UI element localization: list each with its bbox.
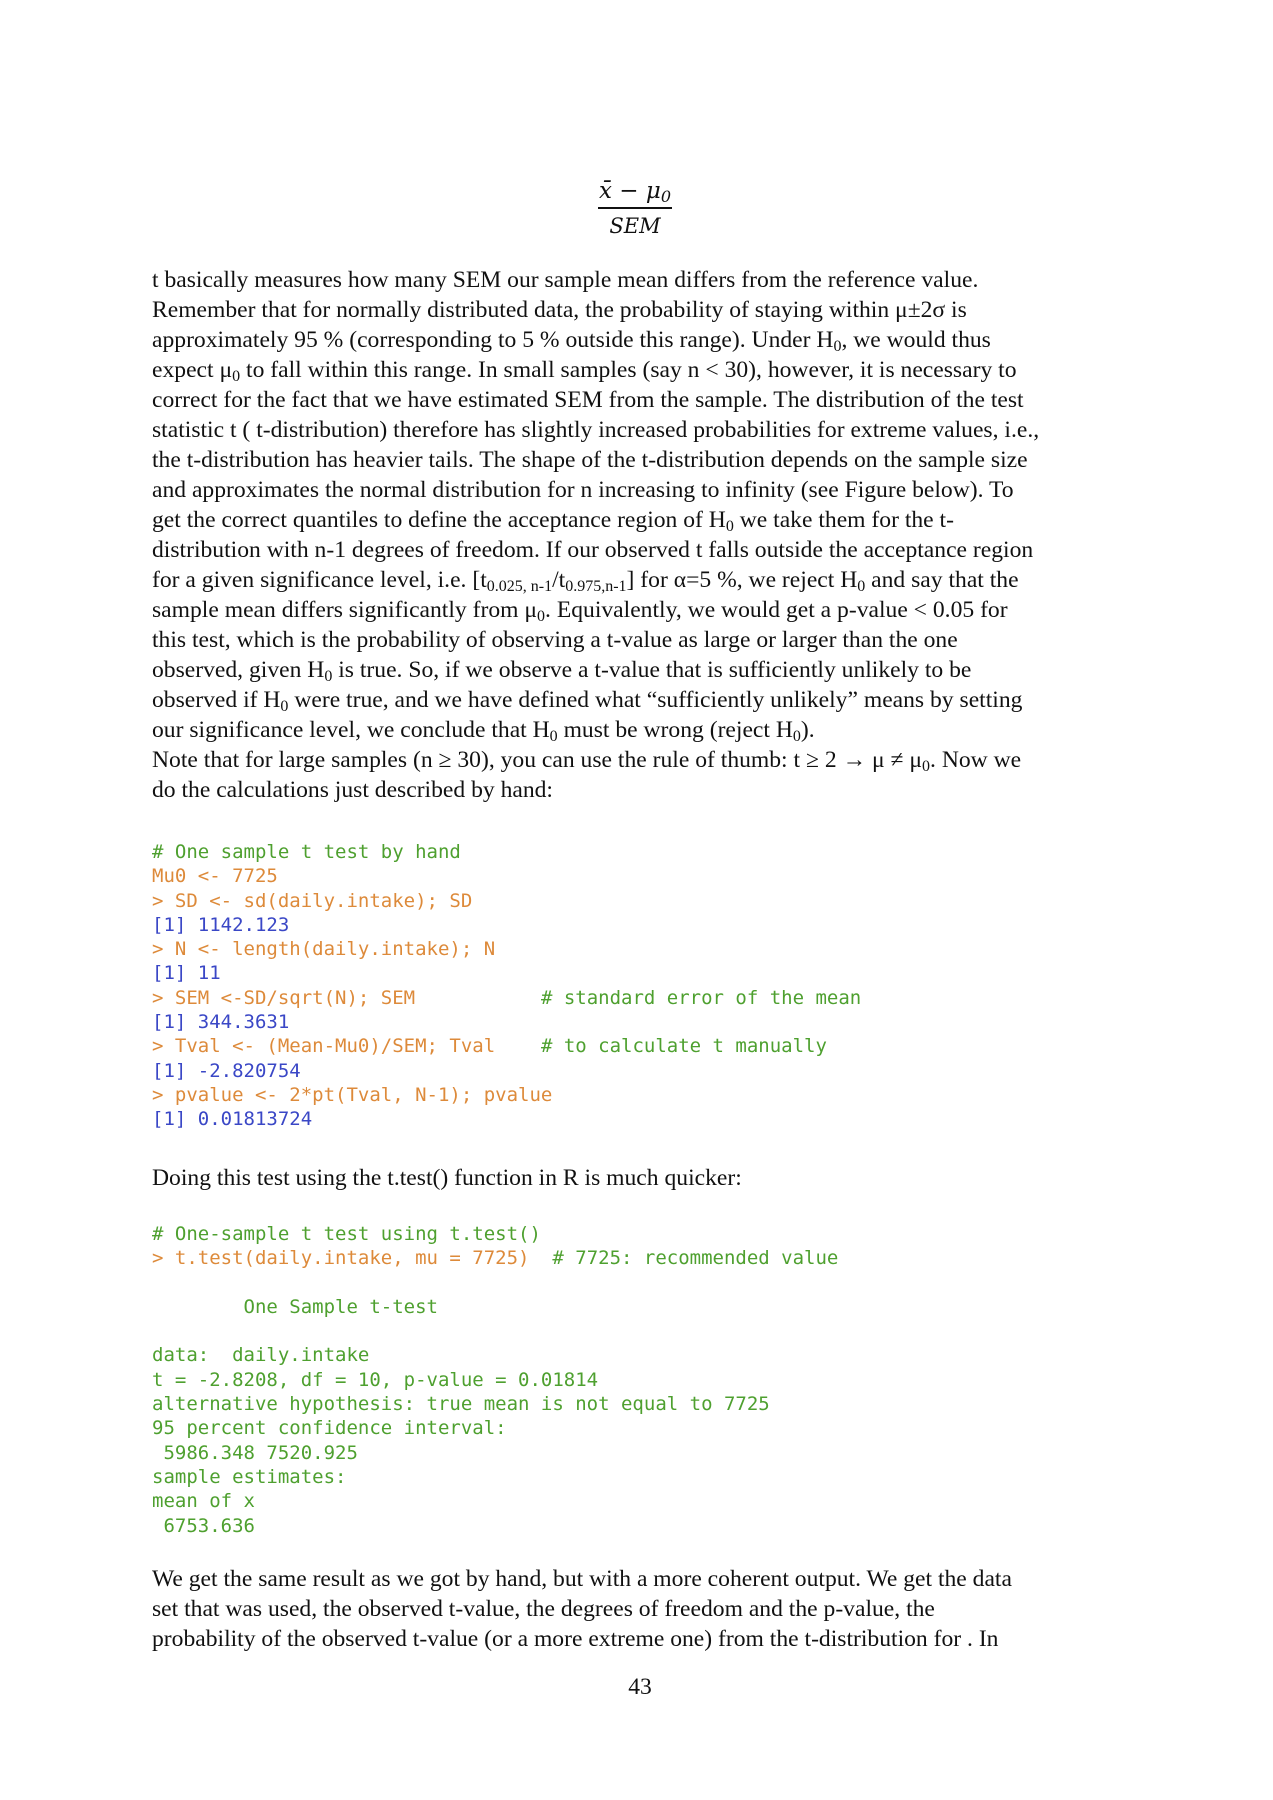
code-line: [152, 986, 1152, 1010]
code-padding: [495, 1035, 541, 1057]
code-text: [1] 0.01813724: [152, 1108, 313, 1131]
text-line: correct for the fact that we have estimated SEM from the sample. The distribution of the test: [152, 387, 1024, 413]
code-line: [152, 1034, 1152, 1058]
code-line: [152, 1465, 1152, 1489]
code-text: > t.test(daily.intake, mu = 7725): [152, 1247, 530, 1270]
text-line: for a given significance level, i.e. $[t_{0.025, n-1}/t_{0.975,n-1}]$ for α=5 %, we reject $H_0$ and say that the: [152, 567, 1019, 595]
code-line: [152, 1416, 1152, 1440]
text-line: We get the same result as we got by hand, but with a more coherent output. We get the data: [152, 1566, 1012, 1592]
code-comment: # standard error of the mean: [540, 986, 862, 1009]
paragraph-t-explanation: [152, 265, 1142, 805]
code-text: [1] 1142.123: [152, 913, 290, 936]
code-line: [152, 1083, 1152, 1107]
code-text: [1] 11: [152, 962, 221, 985]
formula-numerator: x̄ − $\mu_0$: [599, 178, 671, 206]
code-padding: [530, 1247, 553, 1269]
code-line: [152, 864, 1152, 888]
code-comment: # to calculate t manually: [540, 1035, 827, 1058]
code-line: [152, 1222, 1152, 1246]
code-text: One Sample t-test: [152, 1295, 438, 1318]
code-text: mean of x: [152, 1490, 255, 1513]
code-text: > Tval <- (Mean-Mu0)/SEM; Tval: [152, 1035, 496, 1058]
code-line: [152, 1319, 1152, 1343]
text-line: Note that for large samples (n ≥ 30), you can use the rule of thumb: $t \ge 2 \to \mu \ne \mu_0$. Now we: [152, 747, 1022, 775]
code-text: 95 percent confidence interval:: [152, 1417, 507, 1440]
text-line: get the correct quantiles to define the acceptance region of $H_0$ we take them for the t-: [152, 507, 954, 535]
text-line: distribution with n-1 degrees of freedom. If our observed t falls outside the acceptance region: [152, 537, 1034, 563]
text-line: do the calculations just described by hand:: [152, 777, 553, 803]
text-line: this test, which is the probability of observing a t-value as large or larger than the one: [152, 627, 958, 653]
code-text: t = -2.8208, df = 10, p-value = 0.01814: [152, 1368, 599, 1391]
text-line: observed, given $H_0$ is true. So, if we observe a t-value that is sufficiently unlikely to be: [152, 657, 972, 685]
page-number: 43: [628, 1674, 652, 1700]
text-line: observed if $H_0$ were true, and we have defined what “sufficiently unlikely” means by setting: [152, 687, 1023, 715]
paragraph-result-discussion: [152, 1564, 1142, 1654]
code-comment: # 7725: recommended value: [552, 1247, 839, 1270]
formula-denominator: SEM: [609, 213, 661, 238]
code-text: alternative hypothesis: true mean is not equal to 7725: [152, 1393, 770, 1416]
text-line: approximately 95 % (corresponding to 5 % outside this range). Under $H_0$, we would thus: [152, 327, 991, 355]
code-text: 6753.636: [152, 1514, 255, 1537]
text-line: our significance level, we conclude that $H_0$ must be wrong (reject $H_0$).: [152, 717, 815, 745]
text-line: Doing this test using the t.test() function in R is much quicker:: [152, 1165, 742, 1191]
fraction-bar: [598, 207, 672, 209]
code-text: # One-sample t test using t.test(): [152, 1223, 541, 1245]
code-text: > SD <- sd(daily.intake); SD: [152, 889, 473, 912]
text-line: the t-distribution has heavier tails. The shape of the t-distribution depends on the sample size: [152, 447, 1028, 473]
t-statistic-formula: [560, 176, 710, 240]
text-line: statistic t ( t-distribution) therefore has slightly increased probabilities for extreme values, i.e.,: [152, 417, 1040, 443]
text-line: Remember that for normally distributed data, the probability of staying within μ±2σ is: [152, 297, 967, 323]
code-line: [152, 1059, 1152, 1083]
code-line: [152, 1107, 1152, 1131]
code-text: > N <- length(daily.intake); N: [152, 938, 496, 961]
code-text: sample estimates:: [152, 1465, 347, 1488]
code-line: [152, 1368, 1152, 1392]
code-line: [152, 1441, 1152, 1465]
code-text: [1] 344.3631: [152, 1011, 290, 1034]
code-line: [152, 1343, 1152, 1367]
code-line: [152, 1246, 1152, 1270]
code-block-t-test-function: [152, 1222, 1152, 1538]
code-padding: [415, 987, 541, 1009]
code-text: [1] -2.820754: [152, 1059, 301, 1082]
code-line: [152, 937, 1152, 961]
text-line: probability of the observed t-value (or a more extreme one) from the t-distribution for . In: [152, 1626, 999, 1652]
code-line: [152, 1010, 1152, 1034]
code-line: [152, 1514, 1152, 1538]
code-line: [152, 840, 1152, 864]
code-text: # One sample t test by hand: [152, 841, 461, 863]
code-text: Mu0 <- 7725: [152, 865, 278, 888]
text-line: expect $\mu_0$ to fall within this range. In small samples (say n < 30), however, it is necessary to: [152, 357, 1017, 385]
text-line: sample mean differs significantly from $\mu_0$. Equivalently, we would get a p-value < 0.05 for: [152, 597, 1008, 625]
code-line: [152, 961, 1152, 985]
code-text: 5986.348 7520.925: [152, 1441, 358, 1464]
code-line: [152, 889, 1152, 913]
code-text: > SEM <-SD/sqrt(N); SEM: [152, 986, 416, 1009]
code-text: > pvalue <- 2*pt(Tval, N-1); pvalue: [152, 1083, 553, 1106]
text-line: t basically measures how many SEM our sample mean differs from the reference value.: [152, 267, 979, 293]
code-line: [152, 1392, 1152, 1416]
paragraph-t-test-intro: [152, 1163, 1142, 1193]
code-line: [152, 1271, 1152, 1295]
code-line: [152, 913, 1152, 937]
text-line: and approximates the normal distribution for n increasing to infinity (see Figure below). To: [152, 477, 1014, 503]
code-line: [152, 1295, 1152, 1319]
code-block-manual-t-test: [152, 840, 1152, 1132]
code-line: [152, 1489, 1152, 1513]
code-text: data: daily.intake: [152, 1344, 370, 1367]
text-line: set that was used, the observed t-value, the degrees of freedom and the p-value, the: [152, 1596, 935, 1622]
